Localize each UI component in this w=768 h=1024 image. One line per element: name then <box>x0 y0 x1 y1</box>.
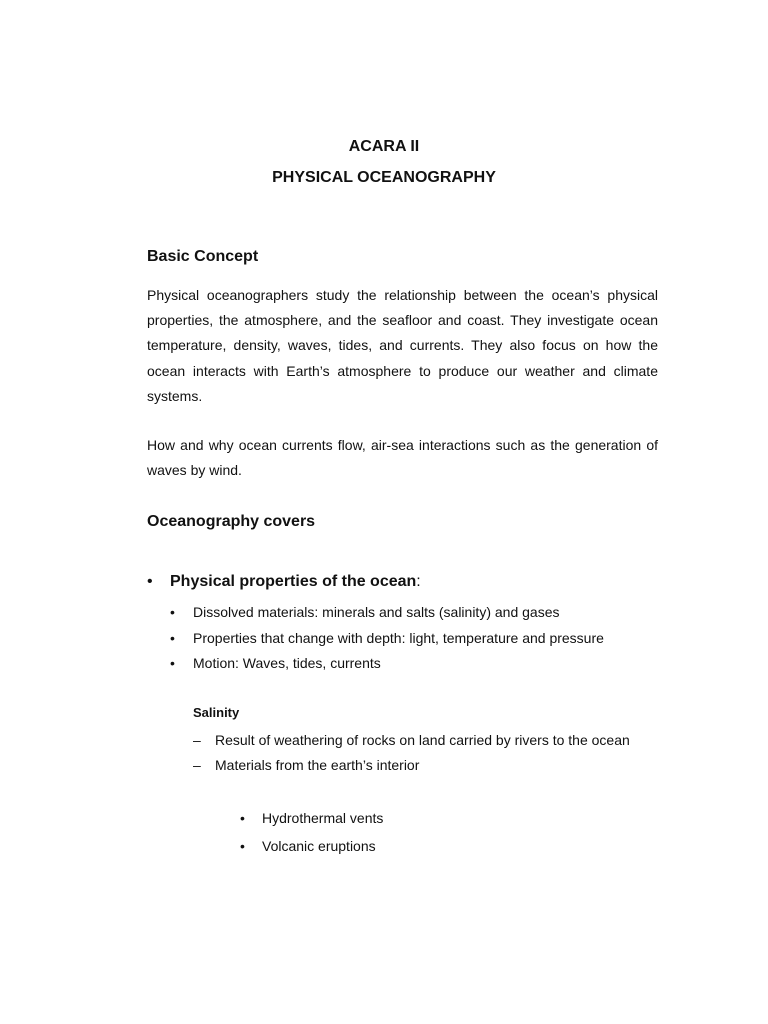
bullet-icon: • <box>147 573 153 590</box>
section-heading-basic-concept: Basic Concept <box>147 248 259 265</box>
section-heading-oceanography-covers: Oceanography covers <box>147 513 316 530</box>
list-item <box>170 600 604 626</box>
bullet-icon: • <box>170 604 175 620</box>
nested-bullet-list <box>240 804 383 860</box>
main-bullet-suffix: : <box>416 573 421 590</box>
list-item-text: Motion: Waves, tides, currents <box>193 655 381 671</box>
list-item-text: Volcanic eruptions <box>262 838 376 854</box>
paragraph-currents: How and why ocean currents flow, air-sea interactions such as the generation of waves by wind. <box>147 437 658 479</box>
list-item <box>170 626 604 652</box>
list-item <box>193 728 653 753</box>
bullet-icon: • <box>240 838 245 854</box>
main-bullet-bold: Physical properties of the ocean <box>170 573 417 590</box>
list-item <box>240 804 383 832</box>
dash-icon: – <box>193 757 201 773</box>
sub-bullet-list <box>170 600 604 677</box>
main-bullet-text <box>170 573 421 591</box>
list-item <box>170 651 604 677</box>
document-title: ACARA II <box>348 138 420 155</box>
bullet-icon: • <box>170 629 175 646</box>
dash-list <box>193 728 653 778</box>
list-item-text: Properties that change with depth: light, temperature and pressure <box>193 629 604 646</box>
list-item-text: Hydrothermal vents <box>262 810 384 826</box>
document-subtitle: PHYSICAL OCEANOGRAPHY <box>272 169 496 186</box>
list-item <box>240 832 383 860</box>
list-item-text: Materials from the earth’s interior <box>215 757 420 773</box>
bullet-icon: • <box>240 810 245 826</box>
list-item <box>193 753 653 778</box>
list-item-text: Result of weathering of rocks on land carried by rivers to the ocean <box>215 732 630 748</box>
salinity-heading: Salinity <box>193 705 240 720</box>
paragraph-basic-concept: Physical oceanographers study the relationship between the ocean’s physical properties, the atmosphere, and the seafloor and coast. They investigate ocean temperature, density, waves, tides, and currents. They also focus on how the ocean interacts with Earth’s atmosphere to produce our weather and climate systems. <box>147 287 658 404</box>
bullet-icon: • <box>170 655 175 671</box>
dash-icon: – <box>193 732 201 748</box>
list-item-text: Dissolved materials: minerals and salts (salinity) and gases <box>193 604 560 620</box>
